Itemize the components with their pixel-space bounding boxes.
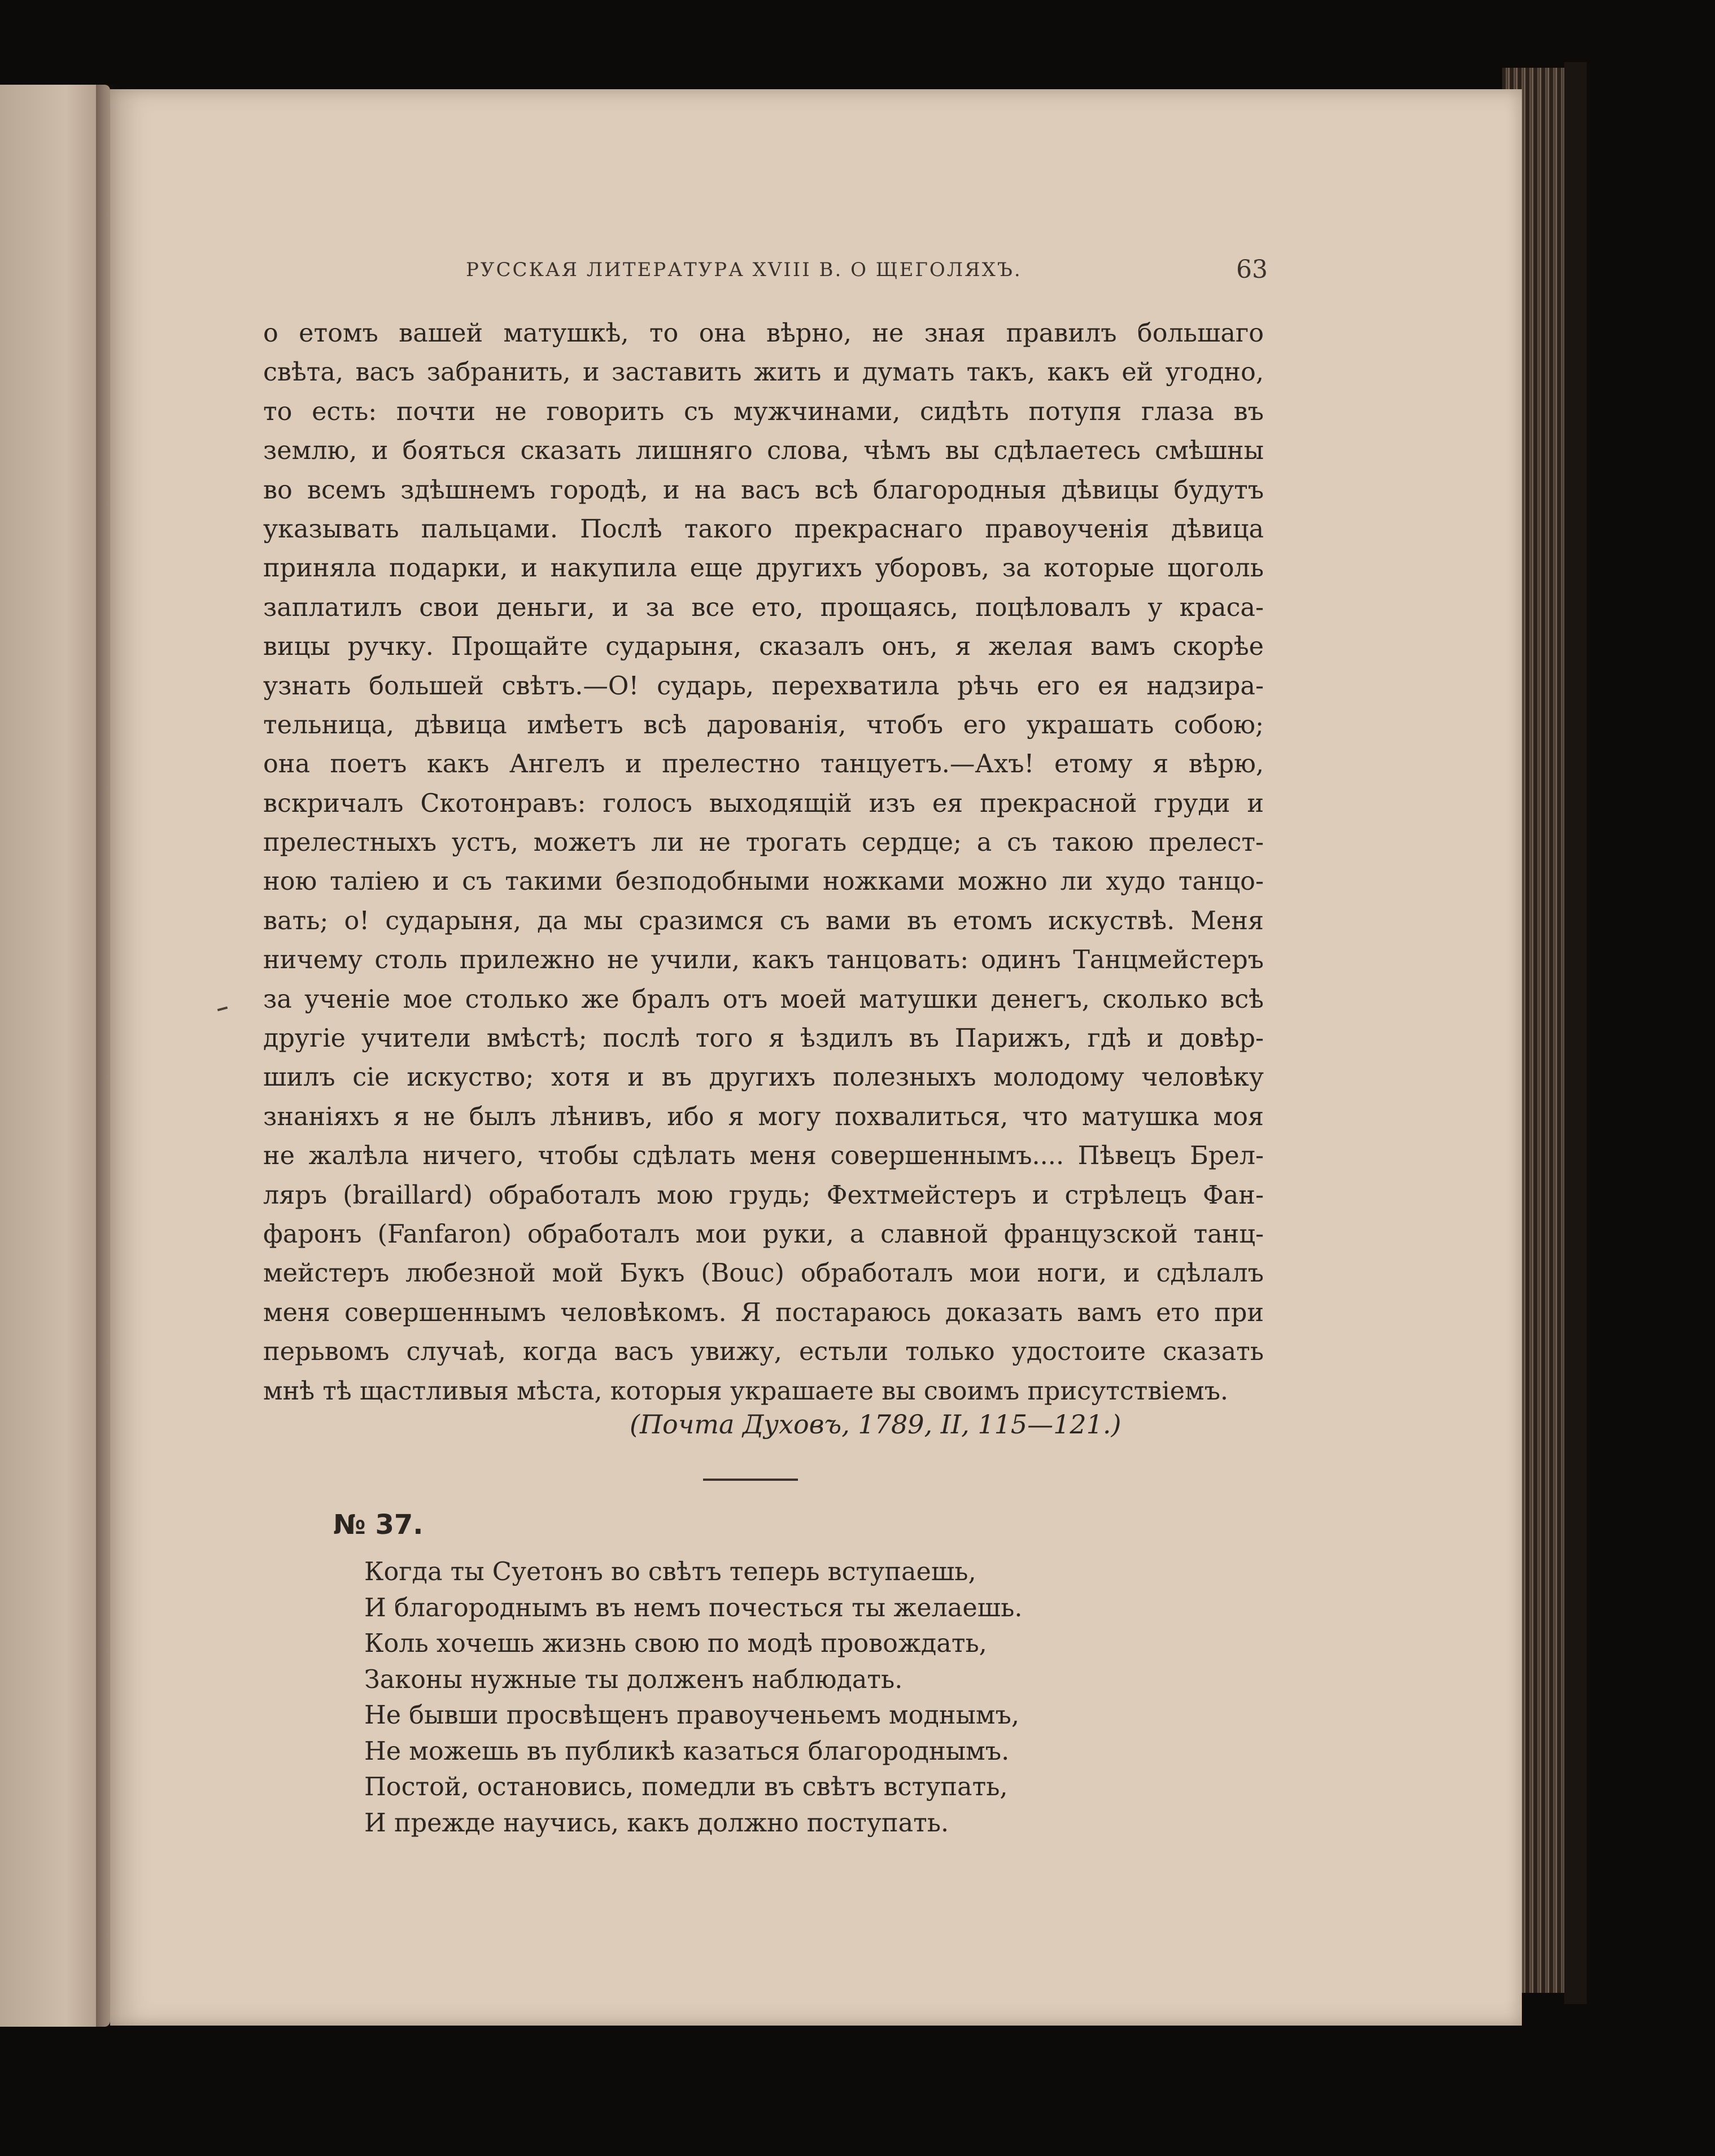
body-line: то есть: почти не говорить съ мужчинами, сидѣть потупя глаза въ bbox=[263, 397, 1264, 426]
page-number: 63 bbox=[1236, 255, 1268, 284]
body-line: фаронъ (Fanfaron) обработалъ мои руки, а славной французской танц- bbox=[263, 1219, 1264, 1249]
poem-verse: Коль хочешь жизнь свою по модѣ провождать, bbox=[364, 1629, 987, 1658]
poem-verse: И благороднымъ въ немъ почесться ты желаешь. bbox=[364, 1593, 1023, 1623]
book-cover-edge bbox=[1564, 62, 1587, 2004]
poem-verse: Не бывши просвѣщенъ правоученьемъ моднымъ, bbox=[364, 1701, 1019, 1730]
body-line: вскричалъ Скотонравъ: голосъ выходящій изъ ея прекрасной груди и bbox=[263, 789, 1264, 818]
body-line: мнѣ тѣ щастливыя мѣста, которыя украшаете вы своимъ присутствіемъ. bbox=[263, 1376, 1229, 1406]
poem-verse: Не можешь въ публикѣ казаться благороднымъ. bbox=[364, 1737, 1010, 1766]
body-line: ляръ (braillard) обработалъ мою грудь; Фехтмейстеръ и стрѣлецъ Фан- bbox=[263, 1180, 1264, 1210]
body-line: прелестныхъ устъ, можетъ ли не трогать сердце; а съ такою прелест- bbox=[263, 828, 1264, 858]
poem-verse: Постой, остановись, помедли въ свѣтъ вступать, bbox=[364, 1773, 1008, 1801]
body-line: заплатилъ свои деньги, и за все ето, прощаясь, поцѣловалъ у краса- bbox=[263, 593, 1264, 622]
body-line: за ученіе мое столько же бралъ отъ моей матушки денегъ, сколько всѣ bbox=[263, 985, 1264, 1014]
running-head-title: РУССКАЯ ЛИТЕРАТУРА XVIII В. О ЩЕГОЛЯХЪ. bbox=[466, 259, 1022, 281]
body-line: о етомъ вашей матушкѣ, то она вѣрно, не зная правилъ большаго bbox=[263, 319, 1264, 348]
section-divider bbox=[703, 1479, 798, 1481]
body-line: она поетъ какъ Ангелъ и прелестно танцуетъ.—Ахъ! етому я вѣрю, bbox=[263, 750, 1264, 779]
body-line: меня совершеннымъ человѣкомъ. Я постараюсь доказать вамъ ето при bbox=[263, 1298, 1264, 1327]
body-line: ничему столь прилежно не учили, какъ танцовать: одинъ Танцмейстеръ bbox=[263, 946, 1264, 975]
running-head bbox=[370, 255, 1268, 292]
poem-verse: Когда ты Суетонъ во свѣтъ теперь вступаешь, bbox=[364, 1558, 976, 1586]
body-line: другіе учители вмѣстѣ; послѣ того я ѣздилъ въ Парижъ, гдѣ и довѣр- bbox=[263, 1024, 1264, 1053]
body-line: не жалѣла ничего, чтобы сдѣлать меня совершеннымъ.... Пѣвецъ Брел- bbox=[263, 1142, 1264, 1171]
body-line: знаніяхъ я не былъ лѣнивъ, ибо я могу похвалиться, что матушка моя bbox=[263, 1102, 1264, 1131]
body-line: узнать большей свѣтъ.—О! сударь, перехватила рѣчь его ея надзира- bbox=[263, 671, 1264, 701]
body-line: ною таліею и съ такими безподобными ножками можно ли худо танцо- bbox=[263, 867, 1264, 896]
body-line: землю, и бояться сказать лишняго слова, чѣмъ вы сдѣлаетесь смѣшны bbox=[263, 436, 1264, 466]
body-line: перьвомъ случаѣ, когда васъ увижу, естьли только удостоите сказать bbox=[263, 1337, 1264, 1367]
body-line: тельница, дѣвица имѣетъ всѣ дарованія, чтобъ его украшать собою; bbox=[263, 710, 1264, 740]
body-line: вать; о! сударыня, да мы сразимся съ вами въ етомъ искуствѣ. Меня bbox=[263, 906, 1264, 935]
body-text bbox=[263, 314, 1264, 1411]
poem-verse: Законы нужные ты долженъ наблюдать. bbox=[364, 1665, 903, 1694]
book-gutter bbox=[96, 85, 121, 2027]
previous-page-edge bbox=[0, 85, 110, 2027]
body-line: во всемъ здѣшнемъ городѣ, и на васъ всѣ благородныя дѣвицы будутъ bbox=[263, 475, 1264, 505]
body-line: свѣта, васъ забранить, и заставить жить и думать такъ, какъ ей угодно, bbox=[263, 358, 1264, 387]
poem-number: № 37. bbox=[333, 1509, 424, 1541]
poem-verse: И прежде научись, какъ должно поступать. bbox=[364, 1808, 949, 1838]
body-line: приняла подарки, и накупила еще другихъ уборовъ, за которые щоголь bbox=[263, 554, 1264, 583]
body-line: мейстеръ любезной мой Букъ (Bouc) обработалъ мои ноги, и сдѣлалъ bbox=[263, 1259, 1264, 1288]
body-line: указывать пальцами. Послѣ такого прекраснаго правоученія дѣвица bbox=[263, 514, 1264, 544]
source-citation: (Почта Духовъ, 1789, II, 115—121.) bbox=[630, 1409, 1121, 1440]
poem bbox=[364, 1554, 1098, 1841]
body-line: шилъ сіе искуство; хотя и въ другихъ полезныхъ молодому человѣку bbox=[263, 1063, 1264, 1092]
body-line: вицы ручку. Прощайте сударыня, сказалъ онъ, я желая вамъ скорѣе bbox=[263, 632, 1264, 662]
